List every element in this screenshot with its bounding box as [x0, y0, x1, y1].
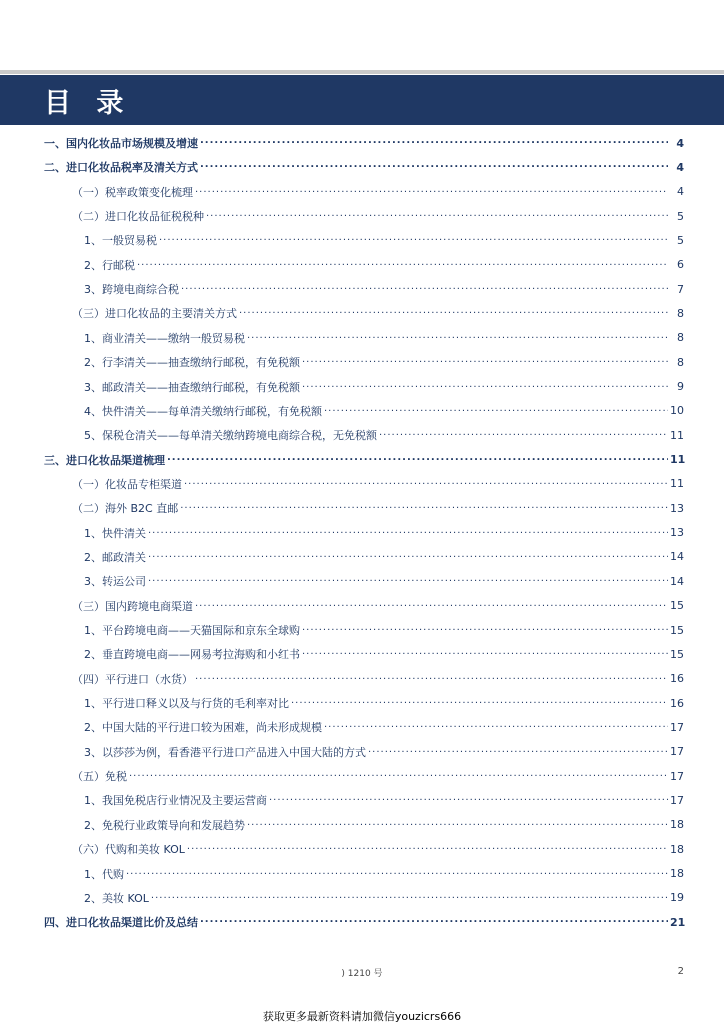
- toc-entry[interactable]: [0, 547, 724, 567]
- toc-entry[interactable]: [0, 182, 724, 202]
- toc-entry-label: 1、平台跨境电商——天猫国际和京东全球购: [84, 624, 300, 637]
- toc-dot-leader: [324, 405, 668, 417]
- toc-entry-page: 7: [677, 282, 684, 296]
- toc-dot-leader: [302, 624, 668, 636]
- toc-dot-leader: [126, 868, 668, 880]
- page-title: 目 录: [44, 88, 132, 119]
- toc-entry-label: 四、进口化妆品渠道比价及总结: [44, 916, 198, 930]
- toc-entry[interactable]: [0, 864, 724, 884]
- toc-entry-page: 11: [670, 428, 684, 442]
- toc-entry-page: 15: [670, 599, 684, 613]
- toc-entry[interactable]: [0, 498, 724, 518]
- watermark-text: 获取更多最新资料请加微信youzicrs666: [262, 1010, 462, 1023]
- toc-dot-leader: [269, 794, 668, 806]
- toc-entry-label: 2、中国大陆的平行进口较为困难，尚未形成规模: [84, 721, 322, 735]
- toc-entry-label: 3、转运公司: [84, 575, 146, 589]
- toc-entry-label: 1、快件清关: [84, 526, 146, 540]
- toc-dot-leader: [167, 454, 668, 466]
- toc-entry-label: （四）平行进口（水货）: [72, 672, 193, 686]
- toc-entry-label: 1、我国免税店行业情况及主要运营商: [84, 794, 267, 808]
- toc-entry[interactable]: [0, 839, 724, 859]
- toc-dot-leader: [302, 648, 668, 660]
- toc-entry-page: 13: [670, 526, 684, 540]
- toc-entry-label: （二）海外 B2C 直邮: [72, 502, 179, 516]
- toc-dot-leader: [200, 916, 668, 928]
- toc-entry-label: 1、一般贸易税: [84, 234, 157, 248]
- toc-dot-leader: [302, 356, 668, 368]
- toc-entry-label: （三）国内跨境电商渠道: [72, 599, 193, 613]
- toc-entry[interactable]: [0, 425, 724, 445]
- toc-entry-page: 14: [670, 550, 684, 564]
- toc-entry[interactable]: [0, 279, 724, 299]
- toc-entry-page: 15: [670, 623, 684, 637]
- toc-entry[interactable]: [0, 206, 724, 226]
- toc-entry-page: 21: [670, 915, 686, 929]
- toc-entry[interactable]: [0, 157, 724, 177]
- toc-dot-leader: [184, 478, 668, 490]
- toc-dot-leader: [302, 381, 668, 393]
- toc-entry-page: 18: [670, 842, 684, 856]
- toc-entry[interactable]: [0, 401, 724, 421]
- toc-dot-leader: [368, 746, 668, 758]
- toc-entry-label: 2、美妆 KOL: [84, 891, 149, 905]
- toc-entry-page: 8: [677, 355, 684, 369]
- toc-dot-leader: [247, 819, 668, 831]
- toc-entry-label: 1、代购: [84, 867, 124, 881]
- toc-dot-leader: [195, 673, 668, 685]
- toc-entry[interactable]: [0, 693, 724, 713]
- toc-entry[interactable]: [0, 888, 724, 908]
- toc-entry-page: 4: [676, 160, 684, 174]
- toc-entry-label: 2、邮政清关: [84, 550, 146, 564]
- toc-entry-page: 9: [677, 380, 684, 393]
- toc-entry[interactable]: [0, 644, 724, 664]
- top-divider: [0, 70, 724, 74]
- toc-entry[interactable]: [0, 303, 724, 323]
- toc-dot-leader: [129, 770, 668, 782]
- toc-entry-label: 一、国内化妆品市场规模及增速: [44, 137, 198, 150]
- toc-entry[interactable]: [0, 352, 724, 372]
- toc-entry-label: 2、行李清关——抽查缴纳行邮税，有免税额: [84, 356, 300, 370]
- toc-dot-leader: [247, 332, 668, 344]
- toc-entry[interactable]: [0, 255, 724, 275]
- toc-dot-leader: [151, 892, 668, 904]
- toc-entry[interactable]: [0, 523, 724, 543]
- toc-dot-leader: [200, 137, 668, 149]
- toc-entry-label: （六）代购和美妆 KOL: [72, 843, 185, 857]
- toc-entry[interactable]: [0, 717, 724, 737]
- toc-entry-page: 17: [670, 769, 684, 783]
- toc-entry-page: 10: [670, 404, 684, 418]
- toc-dot-leader: [137, 259, 668, 271]
- toc-entry[interactable]: [0, 230, 724, 250]
- toc-entry[interactable]: [0, 815, 724, 835]
- toc-entry-page: 17: [670, 793, 684, 807]
- toc-entry-page: 19: [670, 891, 684, 905]
- toc-dot-leader: [239, 307, 668, 319]
- toc-dot-leader: [291, 697, 668, 709]
- toc-entry[interactable]: [0, 328, 724, 348]
- toc-entry-page: 16: [670, 672, 684, 686]
- toc-entry-page: 18: [670, 818, 684, 832]
- toc-entry-label: （二）进口化妆品征税税种: [72, 210, 204, 224]
- toc-dot-leader: [206, 210, 668, 222]
- toc-entry-page: 8: [677, 331, 684, 345]
- toc-entry[interactable]: [0, 474, 724, 494]
- toc-entry[interactable]: [0, 450, 724, 470]
- footer-page-number: 2: [677, 966, 684, 977]
- toc-entry-label: 2、垂直跨境电商——网易考拉海购和小红书: [84, 648, 300, 662]
- toc-entry[interactable]: [0, 912, 724, 932]
- toc-entry[interactable]: [0, 669, 724, 689]
- toc-entry-label: 2、免税行业政策导向和发展趋势: [84, 818, 245, 832]
- toc-entry-label: 三、进口化妆品渠道梳理: [44, 453, 165, 467]
- toc-dot-leader: [195, 186, 668, 198]
- toc-entry-page: 16: [670, 696, 684, 710]
- footer-document-number: ) 1210 号: [341, 969, 383, 979]
- toc-entry-page: 5: [677, 209, 684, 223]
- toc-entry-label: 5、保税仓清关——每单清关缴纳跨境电商综合税，无免税额: [84, 429, 377, 443]
- toc-dot-leader: [148, 575, 668, 587]
- toc-entry[interactable]: [0, 766, 724, 786]
- toc-entry-label: 4、快件清关——每单清关缴纳行邮税，有免税额: [84, 404, 322, 418]
- toc-entry-label: （一）化妆品专柜渠道: [72, 477, 182, 491]
- toc-entry-label: 2、行邮税: [84, 258, 135, 272]
- toc-dot-leader: [324, 721, 668, 733]
- toc-entry-label: 3、以莎莎为例，看香港平行进口产品进入中国大陆的方式: [84, 745, 366, 759]
- toc-entry-page: 14: [670, 574, 684, 588]
- toc-entry[interactable]: [0, 571, 724, 591]
- toc-entry[interactable]: [0, 133, 724, 153]
- toc-entry-page: 13: [670, 501, 684, 515]
- toc-entry-label: 1、平行进口释义以及与行货的毛利率对比: [84, 697, 289, 711]
- toc-entry-page: 8: [677, 306, 684, 320]
- toc-entry[interactable]: [0, 596, 724, 616]
- toc-entry-page: 6: [677, 258, 684, 272]
- toc-dot-leader: [148, 527, 668, 539]
- toc-entry-page: 4: [677, 185, 684, 199]
- toc-entry[interactable]: [0, 377, 724, 397]
- toc-dot-leader: [181, 283, 668, 295]
- toc-dot-leader: [195, 600, 668, 612]
- toc-entry-page: 5: [677, 233, 684, 247]
- toc-dot-leader: [180, 502, 668, 514]
- toc-entry-page: 11: [670, 453, 686, 467]
- toc-entry-page: 18: [670, 867, 684, 880]
- toc-dot-leader: [379, 429, 668, 441]
- toc-entry-page: 11: [670, 477, 684, 491]
- toc-entry-page: 15: [670, 647, 684, 661]
- toc-dot-leader: [200, 161, 668, 173]
- title-band: [0, 75, 724, 125]
- toc-entry-label: 3、跨境电商综合税: [84, 283, 179, 297]
- toc-dot-leader: [159, 234, 668, 246]
- toc-entry-label: （三）进口化妆品的主要清关方式: [72, 307, 237, 321]
- toc-entry[interactable]: [0, 742, 724, 762]
- toc-entry[interactable]: [0, 790, 724, 810]
- toc-entry-label: （五）免税: [72, 770, 127, 784]
- toc-entry-label: 二、进口化妆品税率及清关方式: [44, 161, 198, 175]
- toc-dot-leader: [148, 551, 668, 563]
- toc-entry-page: 4: [676, 136, 684, 150]
- toc-entry-page: 17: [670, 720, 684, 734]
- toc-entry[interactable]: [0, 620, 724, 640]
- toc-entry-page: 17: [670, 745, 684, 759]
- toc-entry-label: 3、邮政清关——抽查缴纳行邮税，有免税额: [84, 380, 300, 394]
- toc-dot-leader: [187, 843, 668, 855]
- toc-entry-label: （一）税率政策变化梳理: [72, 185, 193, 199]
- toc-entry-label: 1、商业清关——缴纳一般贸易税: [84, 331, 245, 345]
